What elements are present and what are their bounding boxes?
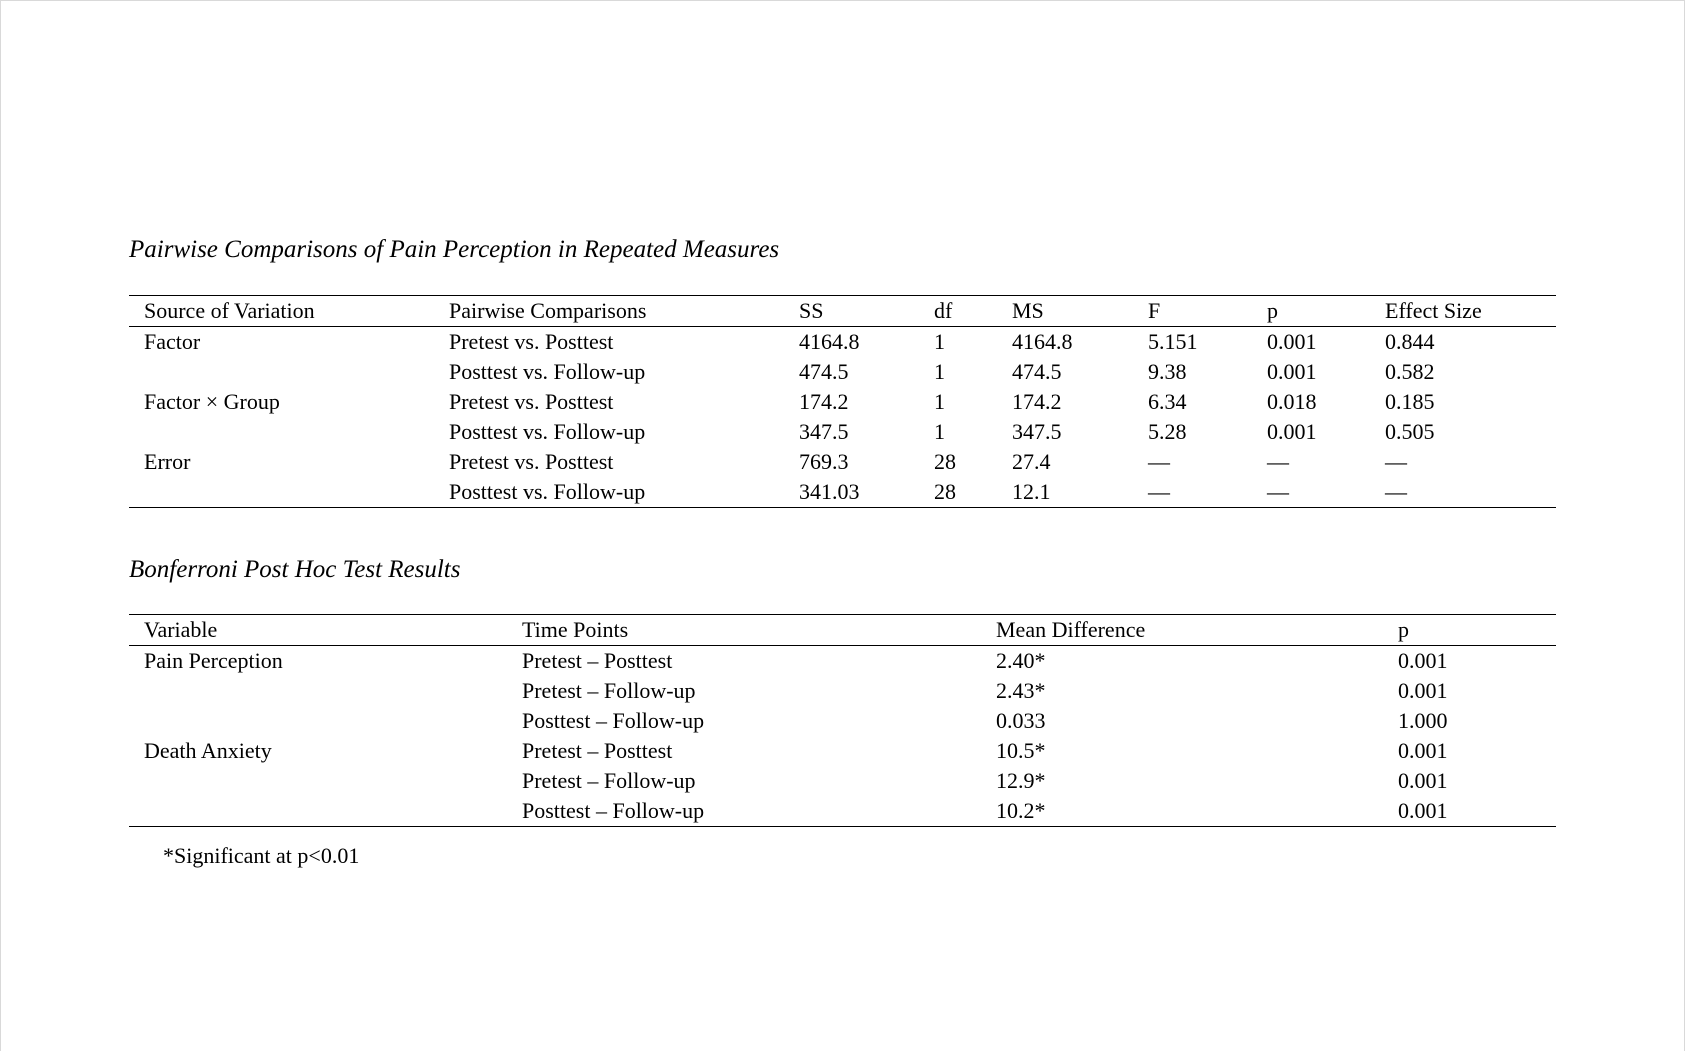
table1-header-p: p	[1252, 296, 1370, 327]
table1-row	[129, 477, 1556, 508]
table1-row	[129, 357, 1556, 387]
table2-cell: 10.5*	[996, 738, 1046, 763]
table1-cell: 474.5	[1012, 359, 1062, 384]
table1-cell: 0.505	[1385, 419, 1435, 444]
table2-cell: Posttest – Follow-up	[522, 708, 705, 733]
table1-header-source: Source of Variation	[129, 296, 434, 327]
table1-header-ss: SS	[784, 296, 919, 327]
table1-cell: 1	[934, 359, 945, 384]
table2-cell: 0.033	[996, 708, 1046, 733]
table1-cell: 341.03	[784, 477, 919, 508]
table2-cell: 0.001	[1383, 796, 1556, 827]
table1-cell: Posttest vs. Follow-up	[449, 419, 646, 444]
table1-row	[129, 327, 1556, 358]
table2-header-mean-difference: Mean Difference	[981, 615, 1383, 646]
table2-cell: Pretest – Follow-up	[522, 768, 696, 793]
table1-cell: 347.5	[799, 419, 849, 444]
table2-header-variable: Variable	[129, 615, 507, 646]
table1-cell: 0.001	[1267, 329, 1317, 354]
table1-header-ms: MS	[997, 296, 1133, 327]
table1-cell: Error	[144, 449, 191, 474]
table1-cell: 1	[934, 329, 945, 354]
table1-cell: 4164.8	[1012, 329, 1073, 354]
table1-cell: Posttest vs. Follow-up	[449, 359, 646, 384]
table1-cell: Posttest vs. Follow-up	[434, 477, 784, 508]
table1-cell: 27.4	[1012, 449, 1051, 474]
table1-row	[129, 417, 1556, 447]
pairwise-comparisons-table	[129, 295, 1556, 508]
table2-cell: Posttest – Follow-up	[507, 796, 981, 827]
table1-cell: —	[1252, 477, 1370, 508]
table1-cell: 174.2	[799, 389, 849, 414]
table2-cell: 2.43*	[996, 678, 1046, 703]
table2-row	[129, 766, 1556, 796]
table1-cell: 28	[934, 449, 956, 474]
table1-cell: —	[1267, 449, 1289, 474]
table2-cell: Pretest – Posttest	[522, 738, 673, 763]
table2-cell	[129, 706, 507, 736]
table2-cell: 2.40*	[996, 648, 1046, 673]
table1-cell: 1	[934, 389, 945, 414]
table1-row	[129, 387, 1556, 417]
table1-cell: 0.185	[1385, 389, 1435, 414]
table1-header-effect-size: Effect Size	[1370, 296, 1556, 327]
table1-cell	[129, 417, 434, 447]
table1-cell: 347.5	[1012, 419, 1062, 444]
table2-header-row	[129, 615, 1556, 646]
table1-header-f: F	[1133, 296, 1252, 327]
table2-cell: Death Anxiety	[144, 738, 272, 763]
table2-row	[129, 796, 1556, 827]
table2-cell: 0.001	[1398, 768, 1448, 793]
bonferroni-table	[129, 614, 1556, 827]
table1-cell: Pretest vs. Posttest	[449, 389, 614, 414]
table1-header-comparisons: Pairwise Comparisons	[434, 296, 784, 327]
table2-cell	[129, 766, 507, 796]
table2-caption: Bonferroni Post Hoc Test Results	[129, 556, 461, 583]
table2-cell	[129, 676, 507, 706]
table1-cell: 12.1	[997, 477, 1133, 508]
table1-header-df: df	[919, 296, 997, 327]
table1-row	[129, 447, 1556, 477]
table1-cell: 769.3	[799, 449, 849, 474]
table2-cell: 10.2*	[981, 796, 1383, 827]
table2-row	[129, 706, 1556, 736]
table2-row	[129, 646, 1556, 677]
table1-cell: 28	[919, 477, 997, 508]
table1-cell: Pretest vs. Posttest	[449, 449, 614, 474]
table2-cell: 0.001	[1398, 648, 1448, 673]
table2-cell: 12.9*	[996, 768, 1046, 793]
table2-cell: Pretest – Posttest	[522, 648, 673, 673]
table1-cell: —	[1385, 449, 1407, 474]
table1-cell: 5.151	[1148, 329, 1198, 354]
table1-cell	[129, 357, 434, 387]
table2-header-p: p	[1383, 615, 1556, 646]
table1-cell: Factor	[144, 329, 201, 354]
table1-cell: 0.018	[1267, 389, 1317, 414]
table1-cell: 174.2	[1012, 389, 1062, 414]
table1-cell: 0.001	[1267, 359, 1317, 384]
table1-cell: Pretest vs. Posttest	[449, 329, 614, 354]
table2-cell: Pretest – Follow-up	[522, 678, 696, 703]
table2-cell: 1.000	[1398, 708, 1448, 733]
table2-row	[129, 736, 1556, 766]
table2-cell: 0.001	[1398, 738, 1448, 763]
table2-header-time-points: Time Points	[507, 615, 981, 646]
table1-cell: 0.844	[1385, 329, 1435, 354]
table1-cell: Factor × Group	[144, 389, 280, 414]
table1-cell: 4164.8	[799, 329, 860, 354]
table1-cell: 0.001	[1267, 419, 1317, 444]
table2-row	[129, 676, 1556, 706]
table1-cell: —	[1370, 477, 1556, 508]
table1-cell: 5.28	[1148, 419, 1187, 444]
table1-cell: —	[1148, 449, 1170, 474]
table1-header-row	[129, 296, 1556, 327]
table2-cell: 0.001	[1398, 678, 1448, 703]
table1-cell: 9.38	[1148, 359, 1187, 384]
table1-cell: 1	[934, 419, 945, 444]
table2-cell: Pain Perception	[144, 648, 283, 673]
table1-caption: Pairwise Comparisons of Pain Perception in Repeated Measures	[129, 236, 780, 263]
table1-cell	[129, 477, 434, 508]
table1-cell: 6.34	[1148, 389, 1187, 414]
table1-cell: —	[1133, 477, 1252, 508]
table1-cell: 474.5	[799, 359, 849, 384]
footnote: *Significant at p<0.01	[163, 843, 360, 868]
table1-cell: 0.582	[1385, 359, 1435, 384]
table2-cell	[129, 796, 507, 827]
